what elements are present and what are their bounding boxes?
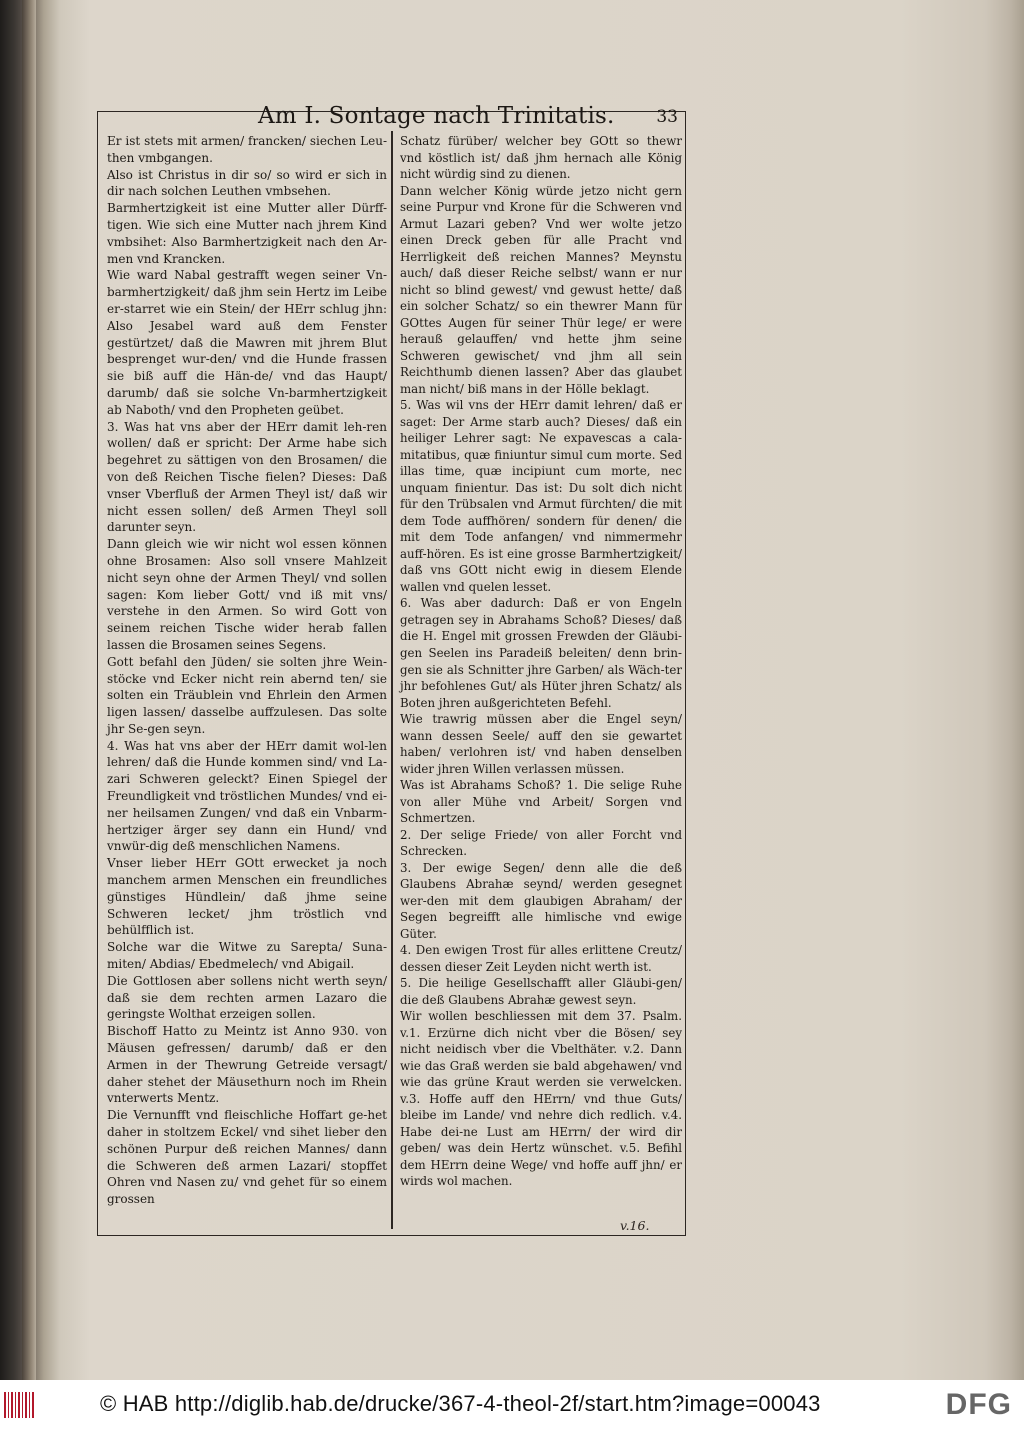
column-divider (391, 131, 393, 1229)
paragraph: Die Vernunfft vnd fleischliche Hoffart ge-het daher in stoltzem Eckel/ vnd sihet lieber den schönen Purpur deß reichen Mannes/ dann die Schweren deß armen Lazari/ stopffet Ohren vnd Nasen zu/ vnd gehet für so einem grossen (107, 1108, 387, 1207)
paragraph: Bischoff Hatto zu Meintz ist Anno 930. von Mäusen gefressen/ darumb/ daß er den Armen in der Thewrung Getreide versagt/ daher stehet der Mäusethurn noch im Rhein vnterwerts Mentz. (107, 1024, 387, 1106)
barcode-icon (4, 1392, 36, 1418)
paragraph: 4. Den ewigen Trost für alles erlittene Creutz/ dessen dieser Zeit Leyden nicht werth ist. (400, 943, 682, 974)
paragraph: Solche war die Witwe zu Sarepta/ Suna-miten/ Abdias/ Ebedmelech/ vnd Abigail. (107, 940, 387, 972)
paragraph: Er ist stets mit armen/ francken/ siechen Leu-then vmbgangen. (107, 134, 387, 165)
paragraph: Wie trawrig müssen aber die Engel seyn/ wann dessen Seele/ auff den sie gewartet haben/ verlohren ist/ vnd haben denselben wider jhren Willen verlassen müssen. (400, 712, 682, 776)
paragraph: Schatz fürüber/ welcher bey GOtt so thewr vnd köstlich ist/ daß jhm hernach alle König nicht würdig sind zu dienen. (400, 134, 682, 182)
viewer-footer (0, 1380, 1024, 1429)
paragraph: 2. Der selige Friede/ von aller Forcht vnd Schrecken. (400, 827, 682, 859)
page-number: 33 (656, 107, 678, 127)
paragraph: Vnser lieber HErr GOtt erwecket ja noch manchem armen Menschen ein freundliches günstiges Hündlein/ daß jhme seine Schweren lecket/ jhm tröstlich vnd behülfflich ist. (107, 856, 387, 938)
running-head-title: Am I. Sontage nach Trinitatis. (258, 103, 615, 129)
source-credit-link[interactable]: © HAB http://diglib.hab.de/drucke/367-4-theol-2f/start.htm?image=00043 (100, 1391, 821, 1416)
paragraph: 5. Die heilige Gesellschafft aller Gläubi-gen/ die deß Glaubens Abrahæ gewest seyn. (400, 976, 682, 1007)
paragraph: Dann welcher König würde jetzo nicht gern seine Purpur vnd Krone für die Schweren vnd Armut Lazari geben? Vnd wer wolte jetzo einen Dreck geben für alle Pracht vnd Herrligkeit deß reichen Mannes? Meynstu auch/ daß dieser Reiche selbst/ wann er nur nicht so blind gewest/ vnd gewust hette/ daß ein solcher Schatz/ so ein thewrer Mann für GOttes Augen für seiner Thür lege/ er were herauß gelauffen/ vnd hette jhm seine Schweren gewischet/ vnd jhm all sein Reichthumb dienen lassen? Aber das glaubet man nicht/ biß mans in der Hölle beklagt. (400, 183, 682, 396)
paragraph: Wie ward Nabal gestrafft wegen seiner Vn-barmhertzigkeit/ daß jhm sein Hertz im Leibe er-starret wie ein Stein/ der HErr schlug jhn: Also Jesabel ward auß dem Fenster gestürtzet/ daß die Mawren mit jhrem Blut besprenget wur-den/ vnd die Hunde frassen sie biß auff die Hän-de/ vnd das Haupt/ darumb/ daß sie solche Vn-barmhertzigkeit ab Naboth/ vnd den Propheten geübet. (107, 268, 387, 417)
paragraph: Gott befahl den Jüden/ sie solten jhre Wein-stöcke vnd Ecker nicht rein abernd ten/ sie solten ein Träublein vnd Ehrlein den Armen ligen lassen/ dasselbe auffzulesen. Das solte jhr Se-gen seyn. (107, 654, 387, 736)
running-head (100, 103, 684, 133)
paragraph: Barmhertzigkeit ist eine Mutter aller Dürff-tigen. Wie sich eine Mutter nach jhrem Kind vmbsihet: Also Barmhertzigkeit nach den Ar-men vnd Krancken. (107, 201, 387, 266)
left-text-column (107, 133, 387, 1208)
paragraph: 5. Was wil vns der HErr damit lehren/ daß er saget: Der Arme starb auch? Dieses/ daß ein heiliger Lehrer sagt: Ne expavescas a cala-mitatibus, quæ finiuntur simul cum morte. Sed illas time, quæ incipiunt cum morte, nec unquam finientur. Das ist: Du solt dich nicht für den Trübsalen vnd Armut fürchten/ die mit dem Tode auffhören/ sondern für denen/ die mit dem Tode anfangen/ vnd nimmermehr auff-hören. Es ist eine grosse Barmhertzigkeit/ daß vns GOtt nicht ewig in diesem Elende wallen vnd quelen lesset. (400, 398, 682, 594)
dfg-logo: DFG (945, 1388, 1012, 1421)
paragraph: Wir wollen beschliessen mit dem 37. Psalm. v.1. Erzürne dich nicht vber die Bösen/ sey nicht neidisch vber die Vbelthäter. v.2. Dann wie das Graß werden sie bald abgehawen/ vnd wie das grüne Kraut werden sie verwelcken. v.3. Hoffe auff den HErrn/ vnd thue Guts/ bleibe im Lande/ vnd nehre dich redlich. v.4. Habe dei-ne Lust am HErrn/ der wird dir geben/ was dein Hertz wünschet. v.5. Befihl dem HErrn deine Wege/ vnd hoffe auff jhn/ er wirds wol machen. (400, 1009, 682, 1189)
book-gutter-edge (22, 0, 36, 1380)
paragraph: Was ist Abrahams Schoß? 1. Die selige Ruhe von aller Mühe vnd Arbeit/ Sorgen vnd Schmertzen. (400, 778, 682, 826)
paragraph: 3. Was hat vns aber der HErr damit leh-ren wollen/ daß er spricht: Der Arme habe sich begehret zu sättigen von den Brosamen/ die von deß Reichen Tische fielen? Dieses: Daß vnser Vberfluß der Armen Theyl ist/ daß wir nicht essen sollen/ deß Armen Theyl soll darunter seyn. (107, 419, 387, 535)
paragraph: Also ist Christus in dir so/ so wird er sich in dir nach solchen Leuthen vmbsehen. (107, 167, 387, 199)
paragraph: Die Gottlosen aber sollens nicht werth seyn/ daß sie dem rechten armen Lazaro die geringste Wolthat erzeigen sollen. (107, 973, 387, 1022)
right-text-column (400, 133, 682, 1190)
paragraph: 4. Was hat vns aber der HErr damit wol-len lehren/ daß die Hunde kommen sind/ vnd La-zari Schweren geleckt? Einen Spiegel der Freundligkeit vnd tröstlichen Mundes/ vnd ei-ner heilsamen Zungen/ vnd daß ein Vnbarm-hertziger ärger sey dann ein Hund/ vnd vnwür-dig deß menschlichen Namens. (107, 738, 387, 854)
catchword: v.16. (620, 1218, 650, 1233)
paragraph: 6. Was aber dadurch: Daß er von Engeln getragen sey in Abrahams Schoß? Dieses/ daß die H. Engel mit grossen Frewden der Gläubi-gen Seelen ins Paradeiß beleiten/ denn brin-gen sie als Schnitter jhre Garben/ als Wäch-ter jhr befohlenes Gut/ als Hüter jhren Schatz/ als Boten jhren außgerichteten Befehl. (400, 596, 682, 710)
paragraph: 3. Der ewige Segen/ denn alle die deß Glaubens Abrahæ seynd/ werden gesegnet wer-den mit dem glaubigen Abraham/ der Segen begreifft alle himlische vnd ewige Güter. (400, 860, 682, 941)
paragraph: Dann gleich wie wir nicht wol essen können ohne Brosamen: Also soll vnsere Mahlzeit nicht seyn ohne der Armen Theyl/ vnd sollen sagen: Kom lieber Gott/ vnd iß mit vns/ verstehe in den Armen. So wird Gott von seinem reichen Tische wider herab fallen lassen die Brosamen seines Segens. (107, 537, 387, 652)
